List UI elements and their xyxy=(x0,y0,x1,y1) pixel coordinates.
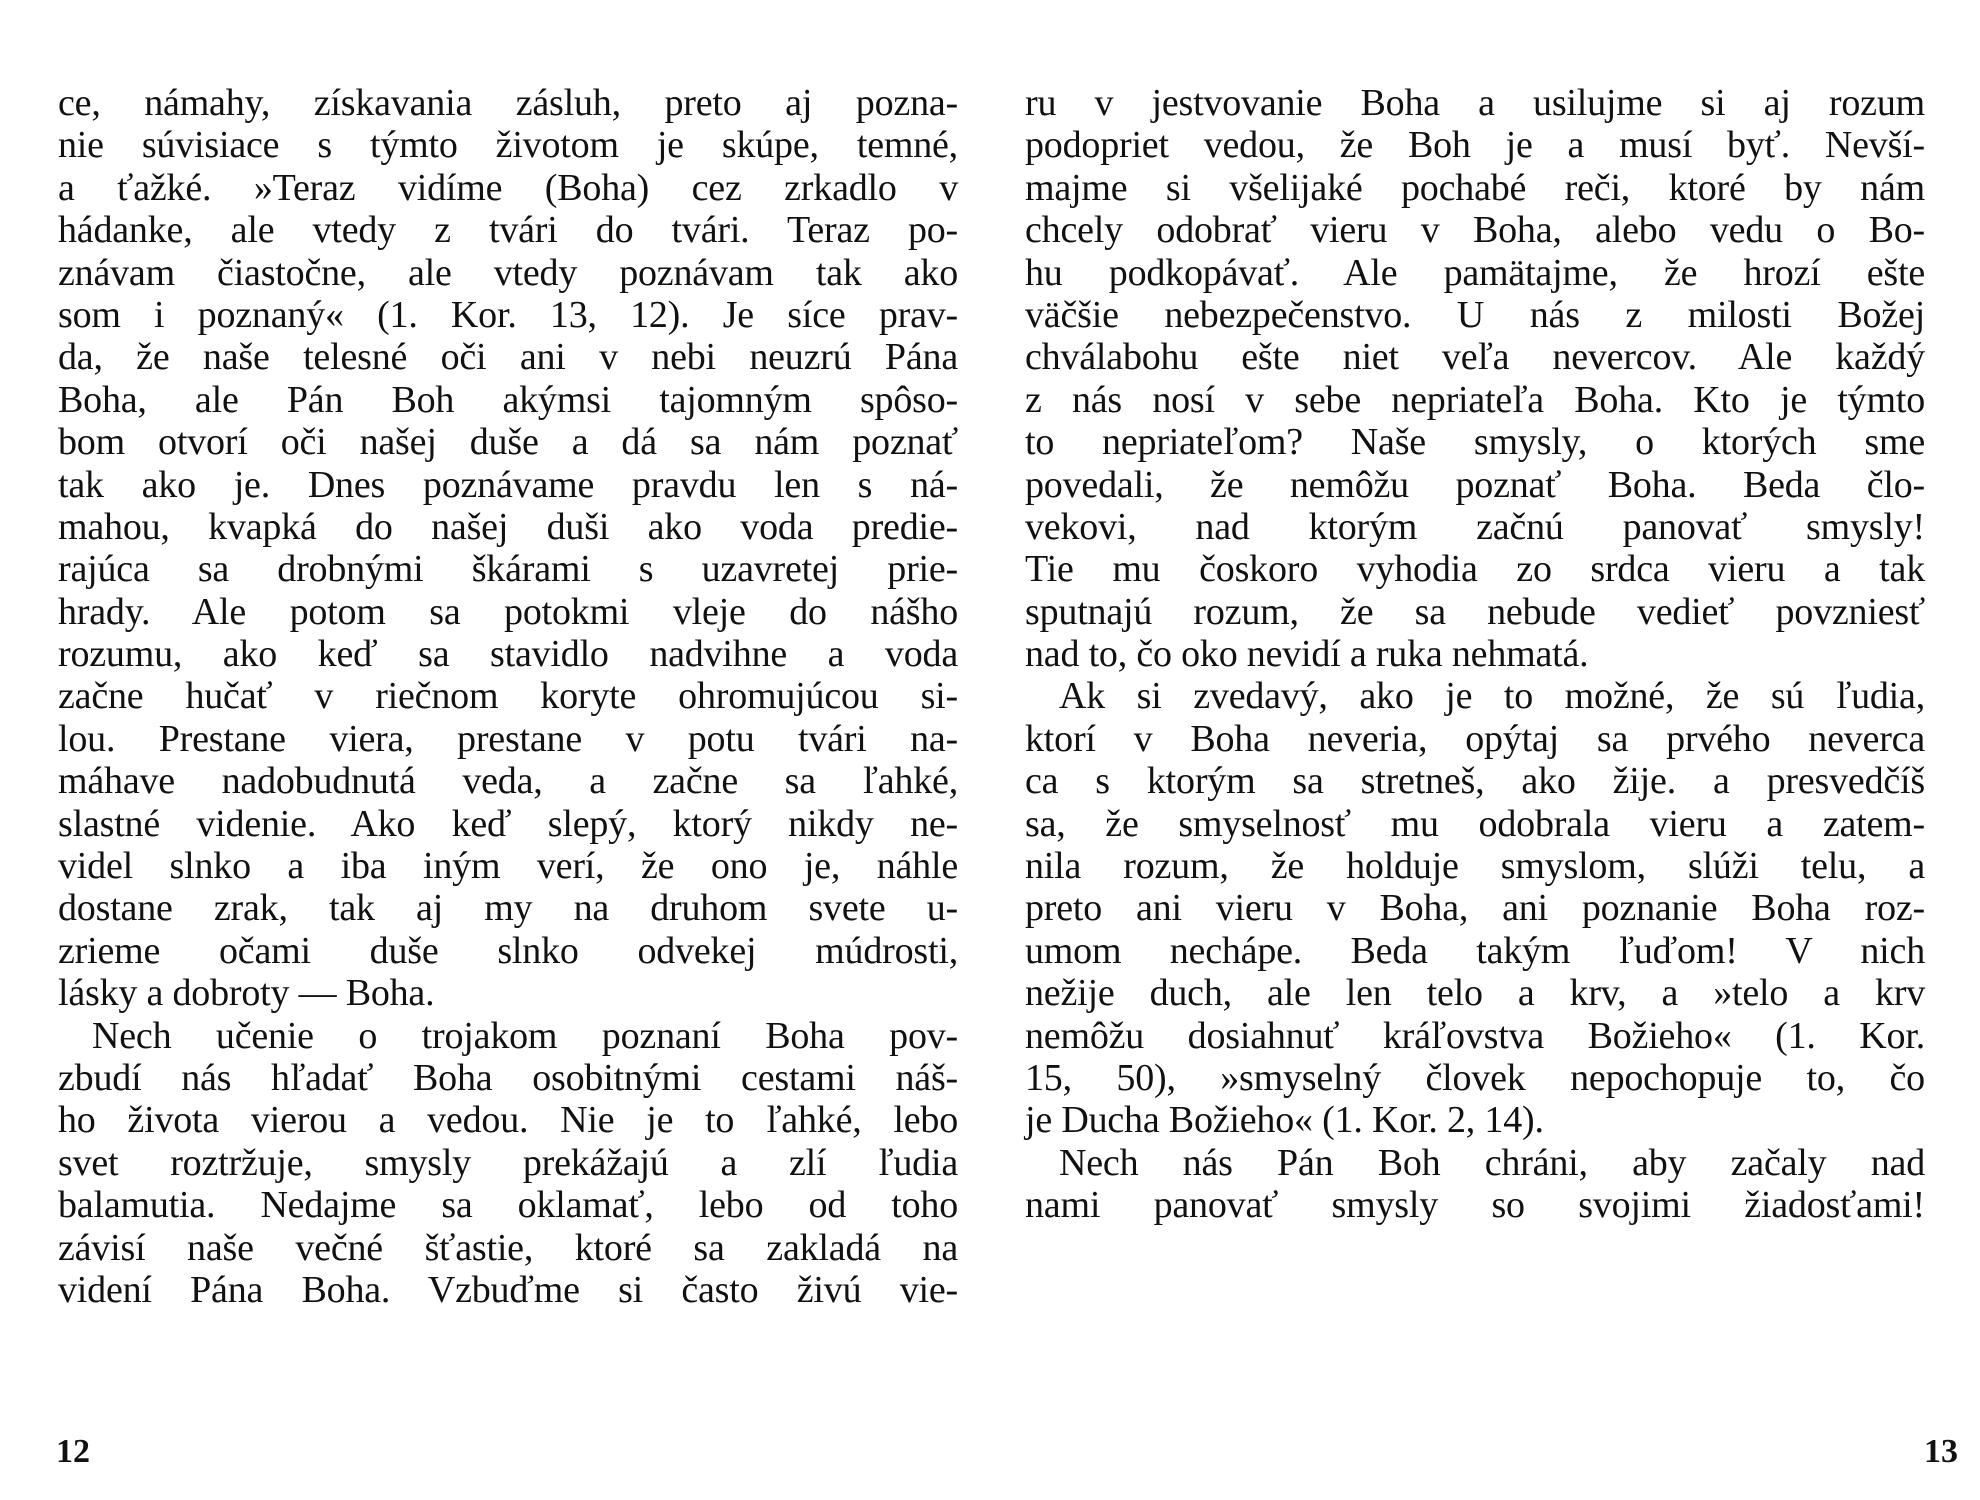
text-line: znávam čiastočne, ale vtedy poznávam tak ako xyxy=(58,251,958,294)
text-line: svet roztržuje, smysly prekážajú a zlí ľudia xyxy=(58,1141,958,1184)
text-line: začne hučať v riečnom koryte ohromujúcou si- xyxy=(58,675,958,718)
text-line: chválabohu ešte niet veľa nevercov. Ale každý xyxy=(1025,336,1925,379)
text-line: videní Pána Boha. Vzbuďme si často živú vie- xyxy=(58,1268,958,1311)
text-line: som i poznaný« (1. Kor. 13, 12). Je síce prav- xyxy=(58,293,958,336)
text-line: rajúca sa drobnými škárami s uzavretej prie- xyxy=(58,548,958,591)
text-line: Tie mu čoskoro vyhodia zo srdca vieru a tak xyxy=(1025,548,1925,591)
text-line: ho života vierou a vedou. Nie je to ľahké, lebo xyxy=(58,1099,958,1142)
text-line: vekovi, nad ktorým začnú panovať smysly! xyxy=(1025,505,1925,548)
text-line: máhave nadobudnutá veda, a začne sa ľahké, xyxy=(58,760,958,803)
text-line: Nech učenie o trojakom poznaní Boha pov- xyxy=(92,1014,958,1057)
text-line: Ak si zvedavý, ako je to možné, že sú ľudia, xyxy=(1059,675,1925,718)
text-line: z nás nosí v sebe nepriateľa Boha. Kto je týmto xyxy=(1025,378,1925,421)
text-line: ru v jestvovanie Boha a usilujme si aj rozum xyxy=(1025,82,1925,124)
text-line: je Ducha Božieho« (1. Kor. 2, 14). xyxy=(1025,1099,1544,1142)
text-line: a ťažké. »Teraz vidíme (Boha) cez zrkadlo v xyxy=(58,166,958,209)
text-line: nami panovať smysly so svojimi žiadosťami! xyxy=(1025,1184,1925,1227)
text-line: nežije duch, ale len telo a krv, a »telo a krv xyxy=(1025,972,1925,1015)
left-page-text xyxy=(58,82,958,1311)
text-line: zrieme očami duše slnko odvekej múdrosti, xyxy=(58,929,958,972)
text-line: 15, 50), »smyselný človek nepochopuje to, čo xyxy=(1025,1056,1925,1099)
text-line: nie súvisiace s týmto životom je skúpe, temné, xyxy=(58,124,958,167)
text-line: nad to, čo oko nevidí a ruka nehmatá. xyxy=(1025,633,1589,676)
text-line: mahou, kvapká do našej duši ako voda predie- xyxy=(58,505,958,548)
text-line: závisí naše večné šťastie, ktoré sa zakladá na xyxy=(58,1226,958,1269)
text-line: slastné videnie. Ako keď slepý, ktorý nikdy ne- xyxy=(58,802,958,845)
text-line: videl slnko a iba iným verí, že ono je, náhle xyxy=(58,845,958,888)
text-line: tak ako je. Dnes poznávame pravdu len s ná- xyxy=(58,463,958,506)
text-line: sa, že smyselnosť mu odobrala vieru a zatem- xyxy=(1025,802,1925,845)
text-line: umom nechápe. Beda takým ľuďom! V nich xyxy=(1025,929,1925,972)
text-line: hu podkopávať. Ale pamätajme, že hrozí ešte xyxy=(1025,251,1925,294)
text-line: nemôžu dosiahnuť kráľovstva Božieho« (1. Kor. xyxy=(1025,1014,1925,1057)
text-line: chcely odobrať vieru v Boha, alebo vedu o Bo- xyxy=(1025,209,1925,252)
text-line: hádanke, ale vtedy z tvári do tvári. Teraz po- xyxy=(58,209,958,252)
text-line: to nepriateľom? Naše smysly, o ktorých sme xyxy=(1025,421,1925,464)
text-line: sputnajú rozum, že sa nebude vedieť povzniesť xyxy=(1025,590,1925,633)
page-number: 12 xyxy=(56,1433,90,1470)
text-line: povedali, že nemôžu poznať Boha. Beda člo- xyxy=(1025,463,1925,506)
text-line: lásky a dobroty — Boha. xyxy=(58,972,435,1015)
text-line: bom otvorí oči našej duše a dá sa nám poznať xyxy=(58,421,958,464)
text-line: ktorí v Boha neveria, opýtaj sa prvého neverca xyxy=(1025,717,1925,760)
right-page-text xyxy=(1025,82,1925,1227)
text-line: dostane zrak, tak aj my na druhom svete u- xyxy=(58,887,958,930)
text-line: preto ani vieru v Boha, ani poznanie Boha roz- xyxy=(1025,887,1925,930)
right-page xyxy=(990,0,1980,1500)
text-line: balamutia. Nedajme sa oklamať, lebo od toho xyxy=(58,1184,958,1227)
text-line: nila rozum, že holduje smyslom, slúži telu, a xyxy=(1025,845,1925,888)
text-line: da, že naše telesné oči ani v nebi neuzrú Pána xyxy=(58,336,958,379)
text-line: hrady. Ale potom sa potokmi vleje do nášho xyxy=(58,590,958,633)
text-line: Boha, ale Pán Boh akýmsi tajomným spôso- xyxy=(58,378,958,421)
text-line: podopriet vedou, že Boh je a musí byť. Nevší- xyxy=(1025,124,1925,167)
text-line: majme si všelijaké pochabé reči, ktoré by nám xyxy=(1025,166,1925,209)
text-line: väčšie nebezpečenstvo. U nás z milosti Božej xyxy=(1025,293,1925,336)
text-line: ce, námahy, získavania zásluh, preto aj pozna- xyxy=(58,82,958,124)
text-line: rozumu, ako keď sa stavidlo nadvihne a voda xyxy=(58,633,958,676)
text-line: zbudí nás hľadať Boha osobitnými cestami náš- xyxy=(58,1056,958,1099)
text-line: ca s ktorým sa stretneš, ako žije. a presvedčíš xyxy=(1025,760,1925,803)
page-number: 13 xyxy=(1924,1433,1958,1470)
text-line: Nech nás Pán Boh chráni, aby začaly nad xyxy=(1059,1141,1925,1184)
text-line: lou. Prestane viera, prestane v potu tvári na- xyxy=(58,717,958,760)
